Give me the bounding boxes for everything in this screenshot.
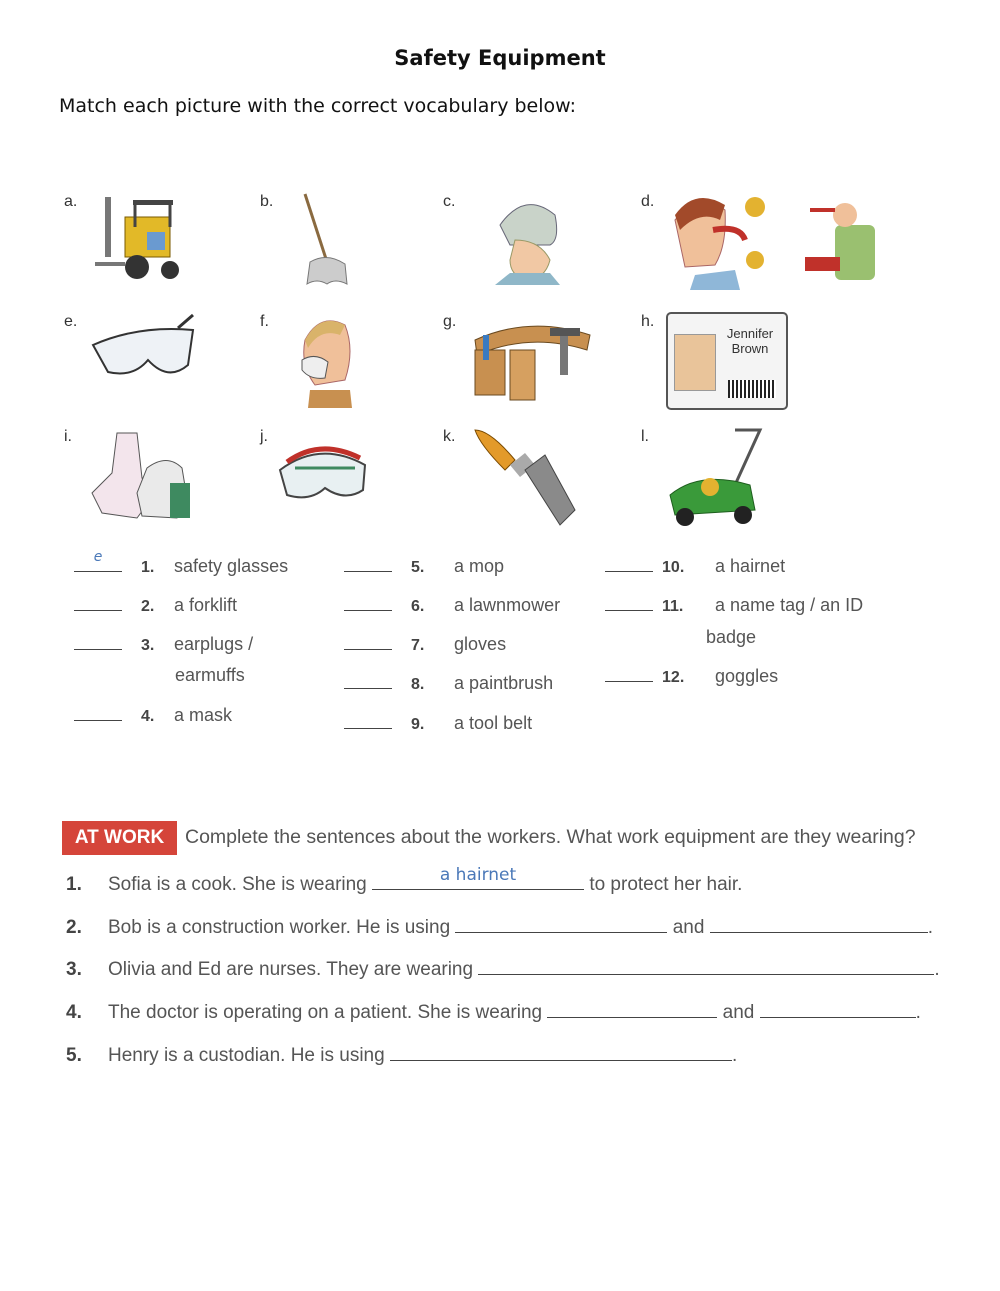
- picture-letter: e.: [64, 313, 78, 330]
- forklift-icon: [85, 192, 195, 287]
- answer-line[interactable]: [547, 1001, 717, 1018]
- list-item: 8. a paintbrush: [344, 673, 553, 694]
- picture-letter: g.: [443, 313, 457, 330]
- tool-belt-icon: [465, 310, 595, 410]
- answer-blank[interactable]: [344, 557, 392, 572]
- list-item: 11. a name tag / an ID: [605, 595, 863, 616]
- match-instruction: Match each picture with the correct vocabulary below:: [59, 95, 577, 117]
- picture-letter: f.: [260, 313, 269, 330]
- list-item: 12. goggles: [605, 666, 778, 687]
- answer-line[interactable]: a hairnet: [372, 873, 584, 890]
- picture-letter: b.: [260, 193, 274, 210]
- answer-blank[interactable]: [74, 635, 122, 650]
- page-title: Safety Equipment: [394, 46, 606, 70]
- earplugs-icon: [665, 185, 890, 290]
- gloves-icon: [82, 428, 197, 523]
- sentence-1: 1. Sofia is a cook. She is wearing a hairnet to protect her hair.: [66, 865, 743, 895]
- sentence-4: 4. The doctor is operating on a patient. She is wearing and .: [66, 1002, 921, 1023]
- sentence-2: 2. Bob is a construction worker. He is using and .: [66, 917, 933, 938]
- picture-letter: i.: [64, 428, 72, 445]
- safety-glasses-icon: [88, 310, 198, 385]
- list-item-continued: earmuffs: [175, 665, 245, 685]
- name-tag-icon: [666, 312, 788, 410]
- mask-icon: [290, 310, 360, 410]
- answer-blank[interactable]: [605, 667, 653, 682]
- list-item-continued: badge: [706, 627, 757, 647]
- answer-line[interactable]: [760, 1001, 916, 1018]
- list-item: 3. earplugs /: [74, 634, 253, 655]
- sentence-5: 5. Henry is a custodian. He is using .: [66, 1045, 738, 1066]
- answer-blank[interactable]: [605, 557, 653, 572]
- paintbrush-icon: [470, 425, 580, 530]
- hairnet-icon: [480, 185, 570, 290]
- list-item: 6. a lawnmower: [344, 595, 560, 616]
- goggles-icon: [275, 440, 370, 505]
- list-item: 2. a forklift: [74, 595, 237, 616]
- picture-letter: k.: [443, 428, 456, 445]
- list-item: 10. a hairnet: [605, 556, 785, 577]
- list-item: 7. gloves: [344, 634, 506, 655]
- picture-letter: h.: [641, 313, 655, 330]
- lawnmower-icon: [665, 425, 775, 535]
- picture-letter: j.: [260, 428, 268, 445]
- badge-name: Jennifer Brown: [726, 326, 774, 356]
- answer-line[interactable]: [710, 916, 928, 933]
- answer-line[interactable]: [478, 958, 934, 975]
- at-work-instruction: Complete the sentences about the workers. What work equipment are they wearing?: [185, 826, 916, 848]
- answer-blank[interactable]: [605, 596, 653, 611]
- list-item: 4. a mask: [74, 705, 232, 726]
- picture-letter: c.: [443, 193, 456, 210]
- answer-blank[interactable]: e: [74, 557, 122, 572]
- answer-blank[interactable]: [74, 596, 122, 611]
- picture-letter: d.: [641, 193, 655, 210]
- answer-blank[interactable]: [344, 635, 392, 650]
- answer-blank[interactable]: [344, 714, 392, 729]
- answer-blank[interactable]: [74, 706, 122, 721]
- answer-blank[interactable]: [344, 674, 392, 689]
- picture-letter: l.: [641, 428, 649, 445]
- sentence-3: 3. Olivia and Ed are nurses. They are wearing .: [66, 959, 940, 980]
- list-item: e 1. safety glasses: [74, 556, 288, 577]
- answer-line[interactable]: [455, 916, 667, 933]
- at-work-label: AT WORK: [62, 821, 177, 855]
- mop-icon: [295, 192, 355, 292]
- answer-blank[interactable]: [344, 596, 392, 611]
- list-item: 5. a mop: [344, 556, 504, 577]
- picture-letter: a.: [64, 193, 78, 210]
- list-item: 9. a tool belt: [344, 713, 532, 734]
- answer-line[interactable]: [390, 1044, 732, 1061]
